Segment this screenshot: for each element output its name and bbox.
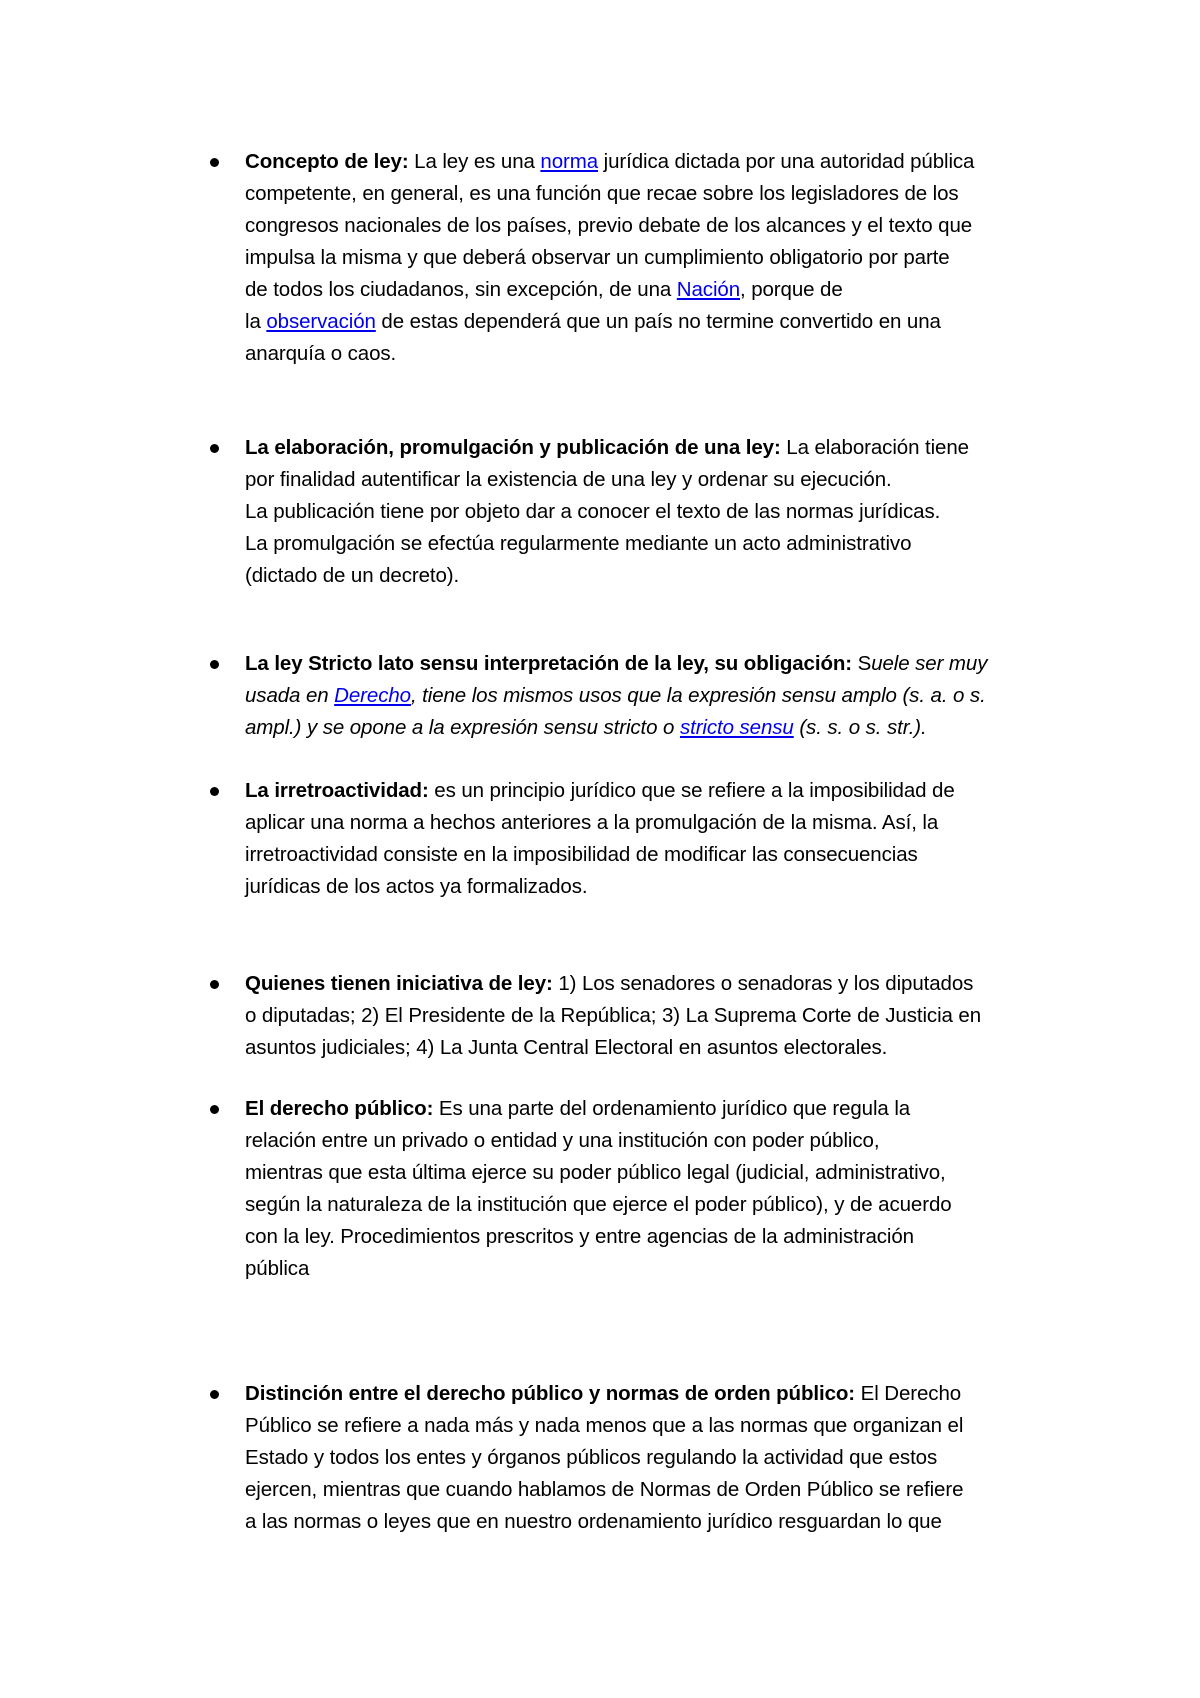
bullet-point-icon xyxy=(210,1390,219,1399)
body-text: Público se refiere a nada más y nada menos que a las normas que organizan el xyxy=(245,1414,964,1437)
hyperlink[interactable]: Nación xyxy=(676,278,741,301)
body-text: (dictado de un decreto). xyxy=(245,564,460,587)
text-line xyxy=(245,464,892,496)
body-text: Estado y todos los entes y órganos públicos regulando la actividad que estos xyxy=(245,1446,938,1469)
item-heading: Concepto de ley: xyxy=(245,150,409,173)
text-line xyxy=(245,1474,963,1506)
text-line xyxy=(245,775,955,807)
text-line xyxy=(245,528,911,560)
body-text: por finalidad autentificar la existencia de una ley y ordenar su ejecución. xyxy=(245,468,892,491)
body-text: impulsa la misma y que deberá observar un cumplimiento obligatorio por parte xyxy=(245,246,950,269)
text-line xyxy=(245,210,972,242)
text-line xyxy=(245,1157,946,1189)
text-line xyxy=(245,1253,309,1285)
text-line xyxy=(245,146,974,178)
italic-text: ampl.) y se opone a la expresión sensu stricto o xyxy=(245,716,680,739)
body-text: ejercen, mientras que cuando hablamos de Normas de Orden Público se refiere xyxy=(245,1478,964,1501)
bullet-point-icon xyxy=(210,158,219,167)
text-line xyxy=(245,839,918,871)
bullet-point-icon xyxy=(210,787,219,796)
body-text: pública xyxy=(245,1257,310,1280)
bullet-point-icon xyxy=(210,660,219,669)
text-line xyxy=(245,1032,887,1064)
body-text: La elaboración tiene xyxy=(780,436,969,459)
text-line xyxy=(245,242,950,274)
bullet-point-icon xyxy=(210,980,219,989)
text-line xyxy=(245,274,843,306)
body-text: La ley es una xyxy=(408,150,541,173)
body-text: , porque de xyxy=(740,278,843,301)
body-text: anarquía o caos. xyxy=(245,342,397,365)
bullet-point-icon xyxy=(210,444,219,453)
italic-text: , tiene los mismos usos que la expresión sensu amplo (s. a. o s. xyxy=(410,684,986,707)
body-text: de todos los ciudadanos, sin excepción, de una xyxy=(245,278,677,301)
body-text: a las normas o leyes que en nuestro ordenamiento jurídico resguardan lo que xyxy=(245,1510,942,1533)
body-text: según la naturaleza de la institución que ejerce el poder público), y de acuerdo xyxy=(245,1193,952,1216)
hyperlink[interactable]: norma xyxy=(540,150,599,173)
text-line xyxy=(245,680,986,712)
body-text: con la ley. Procedimientos prescritos y entre agencias de la administración xyxy=(245,1225,914,1248)
text-line xyxy=(245,338,396,370)
item-heading: Distinción entre el derecho público y normas de orden público: xyxy=(245,1382,856,1405)
text-line xyxy=(245,807,938,839)
body-text: aplicar una norma a hechos anteriores a la promulgación de la misma. Así, la xyxy=(245,811,939,834)
hyperlink[interactable]: stricto sensu xyxy=(679,716,794,739)
body-text: jurídicas de los actos ya formalizados. xyxy=(245,875,588,898)
hyperlink[interactable]: observación xyxy=(266,310,376,333)
item-heading: La elaboración, promulgación y publicación de una ley: xyxy=(245,436,781,459)
body-text: El Derecho xyxy=(855,1382,962,1405)
body-text: de estas dependerá que un país no termine convertido en una xyxy=(375,310,941,333)
text-line xyxy=(245,1093,910,1125)
body-text: S xyxy=(852,652,872,675)
text-line xyxy=(245,1410,963,1442)
text-line xyxy=(245,432,969,464)
text-line xyxy=(245,648,987,680)
item-heading: La irretroactividad: xyxy=(245,779,429,802)
bullet-point-icon xyxy=(210,1105,219,1114)
text-line xyxy=(245,712,927,744)
text-line xyxy=(245,1221,914,1253)
text-line xyxy=(245,871,587,903)
text-line xyxy=(245,1000,981,1032)
text-line xyxy=(245,306,941,338)
text-line xyxy=(245,560,459,592)
body-text: La publicación tiene por objeto dar a conocer el texto de las normas jurídicas. xyxy=(245,500,941,523)
text-line xyxy=(245,496,940,528)
body-text: jurídica dictada por una autoridad pública xyxy=(598,150,975,173)
text-line xyxy=(245,1442,937,1474)
body-text: relación entre un privado o entidad y una institución con poder público, xyxy=(245,1129,880,1152)
body-text: 1) Los senadores o senadoras y los diputados xyxy=(552,972,974,995)
item-heading: El derecho público: xyxy=(245,1097,434,1120)
body-text: competente, en general, es una función que recae sobre los legisladores de los xyxy=(245,182,959,205)
body-text: la xyxy=(245,310,267,333)
body-text: es un principio jurídico que se refiere a la imposibilidad de xyxy=(428,779,955,802)
text-line xyxy=(245,1378,961,1410)
body-text: congresos nacionales de los países, previo debate de los alcances y el texto que xyxy=(245,214,973,237)
hyperlink[interactable]: Derecho xyxy=(334,684,411,707)
italic-text: usada en xyxy=(245,684,335,707)
body-text: Es una parte del ordenamiento jurídico que regula la xyxy=(433,1097,911,1120)
body-text: o diputadas; 2) El Presidente de la República; 3) La Suprema Corte de Justicia en xyxy=(245,1004,982,1027)
body-text: irretroactividad consiste en la imposibilidad de modificar las consecuencias xyxy=(245,843,918,866)
body-text: mientras que esta última ejerce su poder público legal (judicial, administrativo, xyxy=(245,1161,946,1184)
text-line xyxy=(245,1506,942,1538)
body-text: asuntos judiciales; 4) La Junta Central Electoral en asuntos electorales. xyxy=(245,1036,888,1059)
text-line xyxy=(245,178,959,210)
italic-text: (s. s. o s. str.). xyxy=(793,716,927,739)
item-heading: Quienes tienen iniciativa de ley: xyxy=(245,972,553,995)
text-line xyxy=(245,1189,952,1221)
text-line xyxy=(245,968,973,1000)
body-text: La promulgación se efectúa regularmente mediante un acto administrativo xyxy=(245,532,912,555)
italic-text: uele ser muy xyxy=(871,652,988,675)
item-heading: La ley Stricto lato sensu interpretación de la ley, su obligación: xyxy=(245,652,853,675)
text-line xyxy=(245,1125,879,1157)
